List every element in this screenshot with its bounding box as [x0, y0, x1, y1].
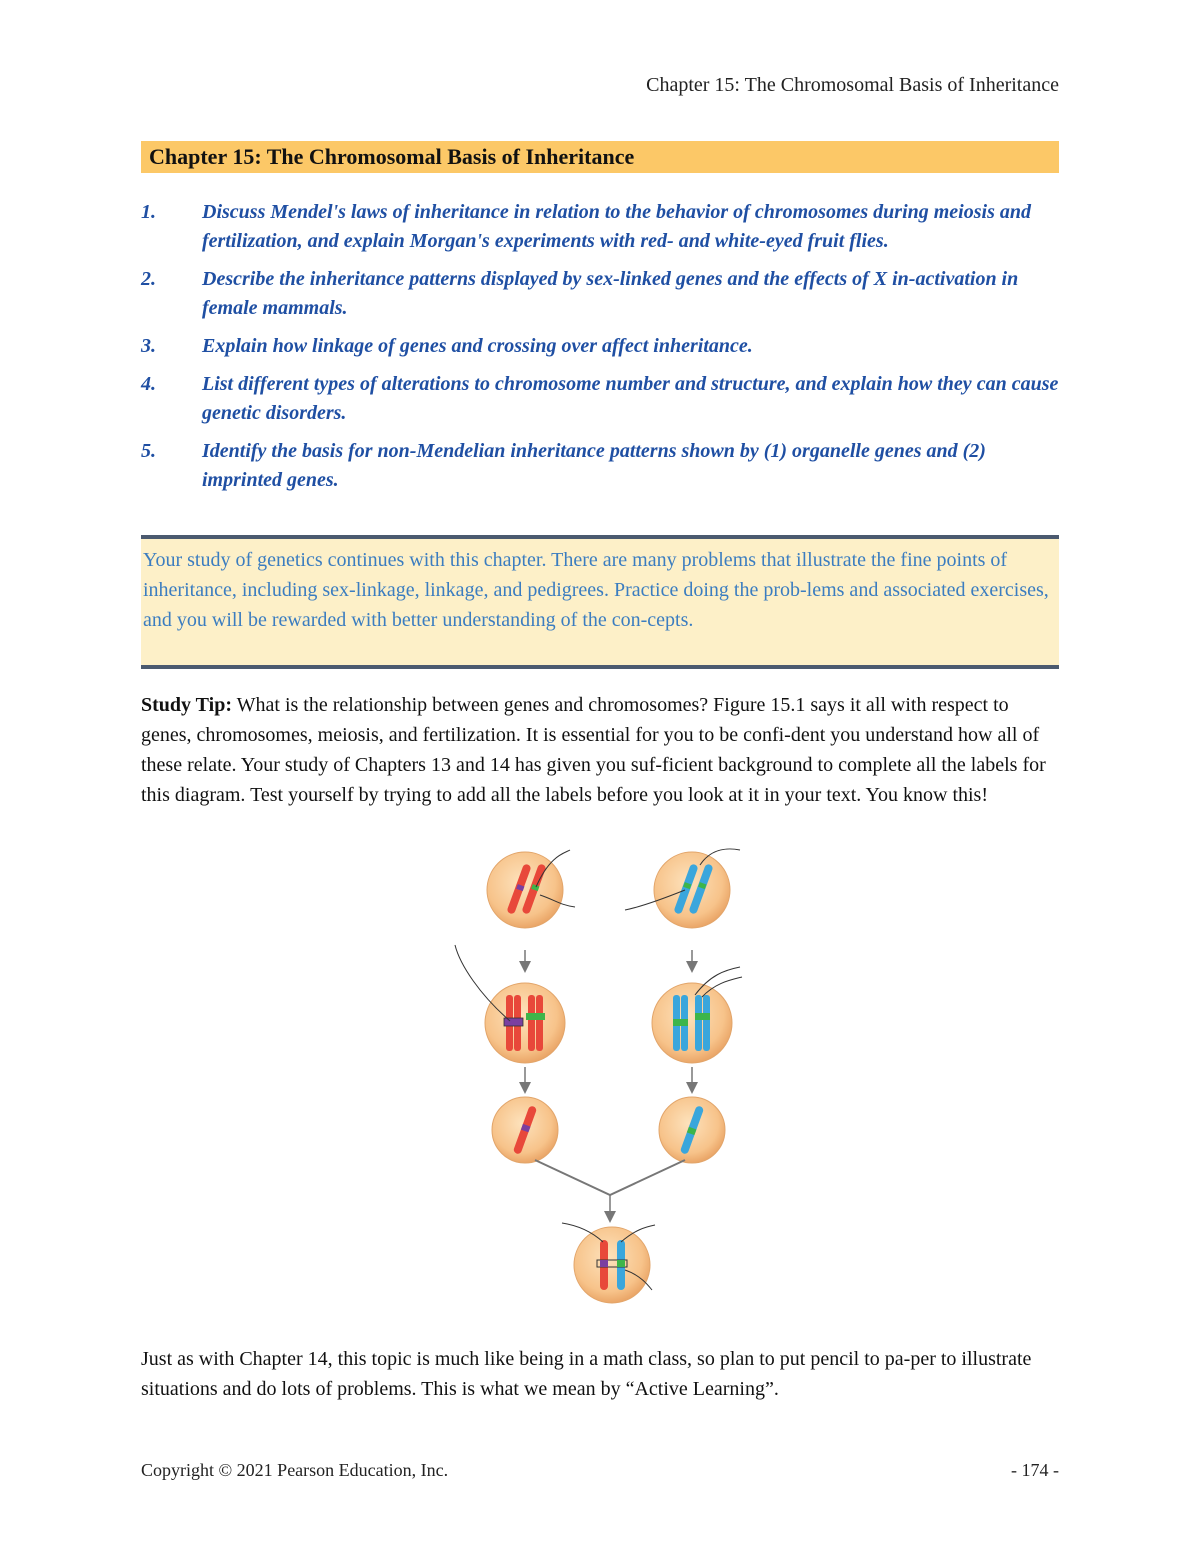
objective-text: Explain how linkage of genes and crossing over affect inheritance. [202, 335, 753, 357]
maternal-cell-top [487, 850, 575, 928]
study-tip-label: Study Tip: [141, 694, 232, 716]
paternal-cell-top [625, 849, 740, 928]
maternal-gamete [492, 1097, 558, 1163]
objective-text: Identify the basis for non-Mendelian inheritance patterns shown by (1) organelle genes and (2) imprinted genes. [202, 440, 986, 491]
objective-number: 1. [141, 201, 156, 223]
closing-paragraph: Just as with Chapter 14, this topic is much like being in a math class, so plan to put pencil to pa-per to illustrate situations and do lots of problems. This is what we mean by “Active Learning”. [141, 1348, 1032, 1400]
objective-text: Describe the inheritance patterns displayed by sex-linked genes and the effects of X in-activation in female mammals. [202, 268, 1019, 319]
objective-number: 2. [141, 268, 156, 290]
objective-item [141, 332, 1059, 361]
objective-text: Discuss Mendel's laws of inheritance in relation to the behavior of chromosomes during meiosis and fertilization, and explain Morgan's experiments with red- and white-eyed fruit flies. [202, 201, 1031, 252]
objective-item [141, 437, 1059, 495]
paternal-gamete [659, 1097, 725, 1163]
objective-item [141, 265, 1059, 323]
study-tip-text: What is the relationship between genes and chromosomes? Figure 15.1 says it all with respect to genes, chromosomes, meiosis, and fertilization. It is essential for you to be confi-dent you understand how all of these relate. Your study of Chapters 13 and 14 has given you suf-ficient background to complete all the labels for this diagram. Test yourself by trying to add all the labels before you look at it in your text. You know this! [141, 694, 1046, 806]
objective-item [141, 198, 1059, 256]
footer-page-number: - 174 - [1011, 1460, 1059, 1480]
chapter-title: Chapter 15: The Chromosomal Basis of Inheritance [149, 144, 635, 169]
footer-copyright: Copyright © 2021 Pearson Education, Inc. [141, 1460, 449, 1480]
paternal-cell-meiosis [652, 967, 742, 1063]
fertilization-lines [535, 1160, 685, 1195]
maternal-cell-meiosis [455, 945, 565, 1063]
objective-item [141, 370, 1059, 428]
intro-text: Your study of genetics continues with this chapter. There are many problems that illustrate the fine points of inheritance, including sex-linkage, linkage, and pedigrees. Practice doing the prob-lems and associated exercises, and you will be rewarded with better understanding of the con-cepts. [143, 549, 1049, 631]
objective-number: 5. [141, 440, 156, 462]
running-header: Chapter 15: The Chromosomal Basis of Inheritance [646, 74, 1059, 96]
learning-objectives [141, 198, 1059, 504]
zygote-cell [562, 1223, 655, 1303]
objective-number: 3. [141, 335, 156, 357]
intro-callout-box [141, 535, 1059, 669]
objective-number: 4. [141, 373, 156, 395]
study-tip-paragraph [141, 690, 1059, 810]
figure-chromosome-diagram [440, 845, 770, 1335]
objective-text: List different types of alterations to chromosome number and structure, and explain how they can cause genetic disorders. [202, 373, 1059, 424]
chapter-banner [141, 141, 1059, 173]
